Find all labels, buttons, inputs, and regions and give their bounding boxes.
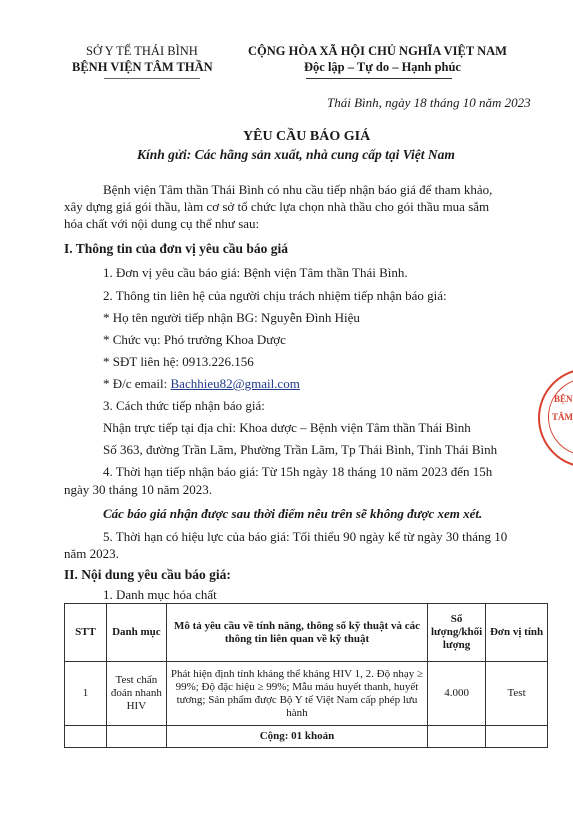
recipient-line: Kính gửi: Các hãng sản xuất, nhà cung cấp tại Việt Nam [137, 147, 455, 162]
header-underline-left [104, 78, 200, 79]
intro-line-2: xây dựng giá gói thầu, làm cơ sở tổ chức lựa chọn nhà thầu cho gói thầu mua sắm [64, 199, 490, 214]
contact-role: * Chức vụ: Phó trưởng Khoa Dược [103, 332, 286, 347]
contact-email-label: * Đ/c email: [103, 376, 168, 391]
deadline-note: Các báo giá nhận được sau thời điểm nêu trên sẽ không được xem xét. [103, 506, 483, 521]
cell-qty: 4.000 [428, 662, 486, 726]
nation-title: CỘNG HÒA XÃ HỘI CHỦ NGHĨA VIỆT NAM [248, 44, 507, 58]
org-name: BỆNH VIỆN TÂM THẦN [72, 60, 213, 74]
cell-category: Test chẩn đoán nhanh HIV [106, 662, 166, 726]
section1-item1: 1. Đơn vị yêu cầu báo giá: Bệnh viện Tâm thần Thái Bình. [103, 265, 408, 280]
total-label: Cộng: 01 khoản [166, 726, 427, 748]
table-header-row [65, 604, 548, 662]
section1-item4-line1: 4. Thời hạn tiếp nhận báo giá: Từ 15h ngày 18 tháng 10 năm 2023 đến 15h [103, 464, 493, 479]
receive-line-2: Số 363, đường Trần Lãm, Phường Trần Lãm, Tp Thái Bình, Tỉnh Thái Bình [103, 442, 498, 457]
total-empty-1 [65, 726, 107, 748]
section1-item5-line2: năm 2023. [64, 546, 119, 561]
total-empty-3 [428, 726, 486, 748]
section1-item2: 2. Thông tin liên hệ của người chịu trách nhiệm tiếp nhận báo giá: [103, 288, 447, 303]
contact-name: * Họ tên người tiếp nhận BG: Nguyễn Đình Hiệu [103, 310, 360, 325]
stamp-text-2: TÂM [552, 412, 573, 422]
section2-heading: II. Nội dung yêu cầu báo giá: [64, 567, 231, 582]
place-date: Thái Bình, ngày 18 tháng 10 năm 2023 [327, 95, 531, 110]
intro-line-1: Bệnh viện Tâm thần Thái Bình có nhu cầu tiếp nhận báo giá để tham khảo, [103, 182, 493, 197]
col-header-category: Danh mục [106, 604, 166, 662]
header-underline-right [306, 78, 452, 79]
section1-heading: I. Thông tin của đơn vị yêu cầu báo giá [64, 241, 289, 256]
items-table [64, 603, 548, 748]
contact-phone: * SĐT liên hệ: 0913.226.156 [103, 354, 254, 369]
col-header-desc: Mô tả yêu cầu về tính năng, thông số kỹ thuật và các thông tin liên quan về kỹ thuật [166, 604, 427, 662]
col-header-qty: Số lượng/khối lượng [428, 604, 486, 662]
col-header-unit: Đơn vị tính [486, 604, 548, 662]
cell-stt: 1 [65, 662, 107, 726]
receive-line-1: Nhận trực tiếp tại địa chỉ: Khoa dược – Bệnh viện Tâm thần Thái Bình [103, 420, 471, 435]
table-row [65, 662, 548, 726]
contact-email-link[interactable]: Bachhieu82@gmail.com [170, 376, 300, 391]
table-total-row [65, 726, 548, 748]
cell-desc: Phát hiện định tính kháng thể kháng HIV 1, 2. Độ nhạy ≥ 99%; Độ đặc hiệu ≥ 99%; Mẫu máu huyết thanh, huyết tương; Sản phẩm được Bộ Y tế Việt Nam cấp phép lưu hành [166, 662, 427, 726]
stamp-text-1: BỆN [554, 394, 573, 404]
section1-item4-line2: ngày 30 tháng 10 năm 2023. [64, 482, 213, 497]
contact-email-row [103, 375, 300, 392]
org-parent: SỞ Y TẾ THÁI BÌNH [86, 44, 198, 58]
section1-item3: 3. Cách thức tiếp nhận báo giá: [103, 398, 265, 413]
total-empty-4 [486, 726, 548, 748]
section1-item5-line1: 5. Thời hạn có hiệu lực của báo giá: Tối thiểu 90 ngày kể từ ngày 30 tháng 10 [103, 529, 508, 544]
cell-unit: Test [486, 662, 548, 726]
total-empty-2 [106, 726, 166, 748]
section2-sub1: 1. Danh mục hóa chất [103, 587, 217, 602]
official-stamp [538, 368, 573, 468]
document-title: YÊU CẦU BÁO GIÁ [243, 129, 371, 144]
motto: Độc lập – Tự do – Hạnh phúc [304, 60, 461, 74]
col-header-stt: STT [65, 604, 107, 662]
intro-line-3: hóa chất với nội dung cụ thể như sau: [64, 216, 260, 231]
